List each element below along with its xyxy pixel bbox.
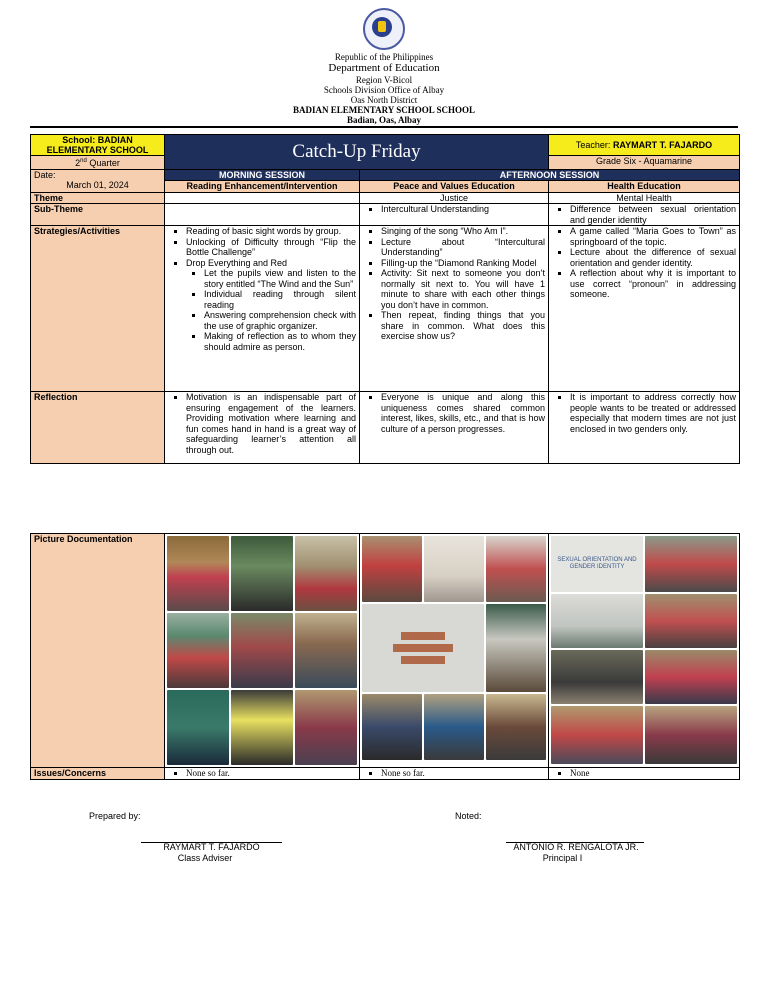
department-line: Department of Education (328, 62, 440, 74)
date-cell (31, 169, 165, 192)
column-reading: Reading Enhancement/Intervention (165, 181, 360, 193)
photo (551, 650, 643, 704)
reflection-health (549, 392, 740, 464)
list-item: ▪ Intercultural Understanding (381, 204, 545, 215)
photo (295, 613, 357, 688)
photo (167, 690, 229, 765)
photo (424, 694, 484, 760)
photo (551, 706, 643, 764)
morning-session-header: MORNING SESSION (165, 169, 360, 181)
teacher-prefix: Teacher: (575, 139, 613, 150)
list-item: ▪ Filling-up the “Diamond Ranking Model (381, 258, 545, 269)
photo (645, 650, 737, 704)
theme-reading (165, 192, 360, 204)
deped-seal-icon (363, 8, 405, 50)
photo (486, 694, 546, 760)
list-item: ▪ None (570, 768, 736, 779)
issues-peace (360, 768, 549, 780)
list-item: ▪ Unlocking of Difficulty through “Flip the Bottle Challenge” (186, 237, 356, 258)
photo (231, 536, 293, 611)
photo (551, 536, 643, 592)
reflection-peace (360, 392, 549, 464)
theme-label: Theme (31, 192, 165, 204)
list-item-text: Drop Everything and Red (186, 257, 288, 268)
column-peace: Peace and Values Education (360, 181, 549, 193)
list-item: ▪ Motivation is an indispensable part of ensuring engagement of the learners. Providing motivation where learning and fun comes hand in hand is a great way of safeguarding learner’s attention all through out. (186, 392, 356, 455)
list-item: ▪ Activity: Sit next to someone you don’t normally sit next to. You will have 1 minute to share with each other things you don’t have in common. (381, 268, 545, 310)
photo (231, 690, 293, 765)
issues-reading (165, 768, 360, 780)
strategies-reading (165, 226, 360, 392)
strategies-peace (360, 226, 549, 392)
picture-documentation-table (30, 533, 740, 780)
quarter-suffix: nd (80, 158, 87, 164)
photo (486, 536, 546, 602)
list-item: ▪ Lecture about “Intercultural Understanding” (381, 237, 545, 258)
school-cell: School: BADIAN ELEMENTARY SCHOOL (31, 135, 165, 156)
photo (486, 604, 546, 692)
list-item: ▪ A game called “Maria Goes to Town” as springboard of the topic. (570, 226, 736, 247)
date-value: March 01, 2024 (66, 180, 129, 190)
list-item (186, 258, 356, 353)
region-line: Region V-Bicol (355, 75, 413, 85)
picture-label: Picture Documentation (31, 534, 165, 768)
quarter-cell (31, 156, 165, 170)
column-health: Health Education (549, 181, 740, 193)
quarter-label: Quarter (86, 158, 120, 168)
list-item: ▪ None so far. (381, 768, 545, 779)
list-item: ▪ None so far. (186, 768, 356, 779)
school-line: BADIAN ELEMENTARY SCHOOL SCHOOL (293, 105, 475, 115)
list-item: ▪ It is important to address correctly how people wants to be treated or addressed especially that modern times are not just enclosed in two genders only. (570, 392, 736, 434)
subtheme-health (549, 204, 740, 226)
slide-text: SEXUAL ORIENTATION AND GENDER IDENTITY (557, 557, 637, 570)
grade-cell: Grade Six - Aquamarine (549, 156, 740, 170)
division-line: Schools Division Office of Albay (323, 85, 445, 95)
theme-health: Mental Health (549, 192, 740, 204)
photo (362, 694, 422, 760)
republic-line: Republic of the Philippines (334, 52, 434, 62)
photo (231, 613, 293, 688)
photo (362, 604, 484, 692)
photo (645, 536, 737, 592)
theme-peace: Justice (360, 192, 549, 204)
subtheme-reading (165, 204, 360, 226)
reflection-label: Reflection (31, 392, 165, 464)
preparer-title: Class Adviser (177, 853, 233, 863)
list-item: ▪ Lecture about the difference of sexual orientation and gender identity. (570, 247, 736, 268)
photos-peace (360, 534, 549, 768)
list-item: ▪ Everyone is unique and along this uniqueness comes shared common interest, likes, skills, etc., and that is how culture of a person progresses. (381, 392, 545, 434)
photos-health (549, 534, 740, 768)
prepared-by-label: Prepared by: (89, 811, 141, 821)
sub-list-item: ▪ Let the pupils view and listen to the story entitled “The Wind and the Sun” (204, 268, 356, 289)
subtheme-label: Sub-Theme (31, 204, 165, 226)
catch-up-friday-table (30, 134, 740, 464)
list-item: ▪ Reading of basic sight words by group. (186, 226, 356, 237)
list-item: ▪ Then repeat, finding things that you share in common. What does this exercise show us? (381, 310, 545, 342)
photo (551, 594, 643, 648)
photo (645, 706, 737, 764)
noter-title: Principal I (542, 853, 583, 863)
strategies-label: Strategies/Activities (31, 226, 165, 392)
issues-label: Issues/Concerns (31, 768, 165, 780)
issues-health (549, 768, 740, 780)
list-item: ▪ A reflection about why it is important to use correct “pronoun” in addressing someone. (570, 268, 736, 300)
photo (295, 536, 357, 611)
sub-list-item: ▪ Making of reflection as to whom they should admire as person. (204, 331, 356, 352)
photo (424, 536, 484, 602)
quarter-number: 2 (75, 158, 81, 168)
photo (295, 690, 357, 765)
address-line: Badian, Oas, Albay (346, 115, 422, 125)
page-title: Catch-Up Friday (165, 135, 549, 170)
photo (167, 613, 229, 688)
strategies-health (549, 226, 740, 392)
photo (167, 536, 229, 611)
letterhead (0, 8, 768, 125)
list-item: ▪ Singing of the song “Who Am I”. (381, 226, 545, 237)
noted-label: Noted: (455, 811, 482, 821)
noter-name: ANTONIO R. RENGALOTA JR. (513, 842, 639, 852)
sub-list-item: ▪ Answering comprehension check with the use of graphic organizer. (204, 310, 356, 331)
photo (645, 594, 737, 648)
reflection-reading (165, 392, 360, 464)
afternoon-session-header: AFTERNOON SESSION (360, 169, 740, 181)
teacher-cell (549, 135, 740, 156)
photos-reading (165, 534, 360, 768)
photo (362, 536, 422, 602)
district-line: Oas North District (350, 95, 418, 105)
date-label: Date: (34, 169, 56, 180)
subtheme-peace (360, 204, 549, 226)
list-item: ▪ Difference between sexual orientation and gender identity (570, 204, 736, 225)
sub-list-item: ▪ Individual reading through silent reading (204, 289, 356, 310)
header-divider (30, 126, 738, 128)
preparer-name: RAYMART T. FAJARDO (163, 842, 260, 852)
teacher-name: RAYMART T. FAJARDO (612, 139, 713, 150)
